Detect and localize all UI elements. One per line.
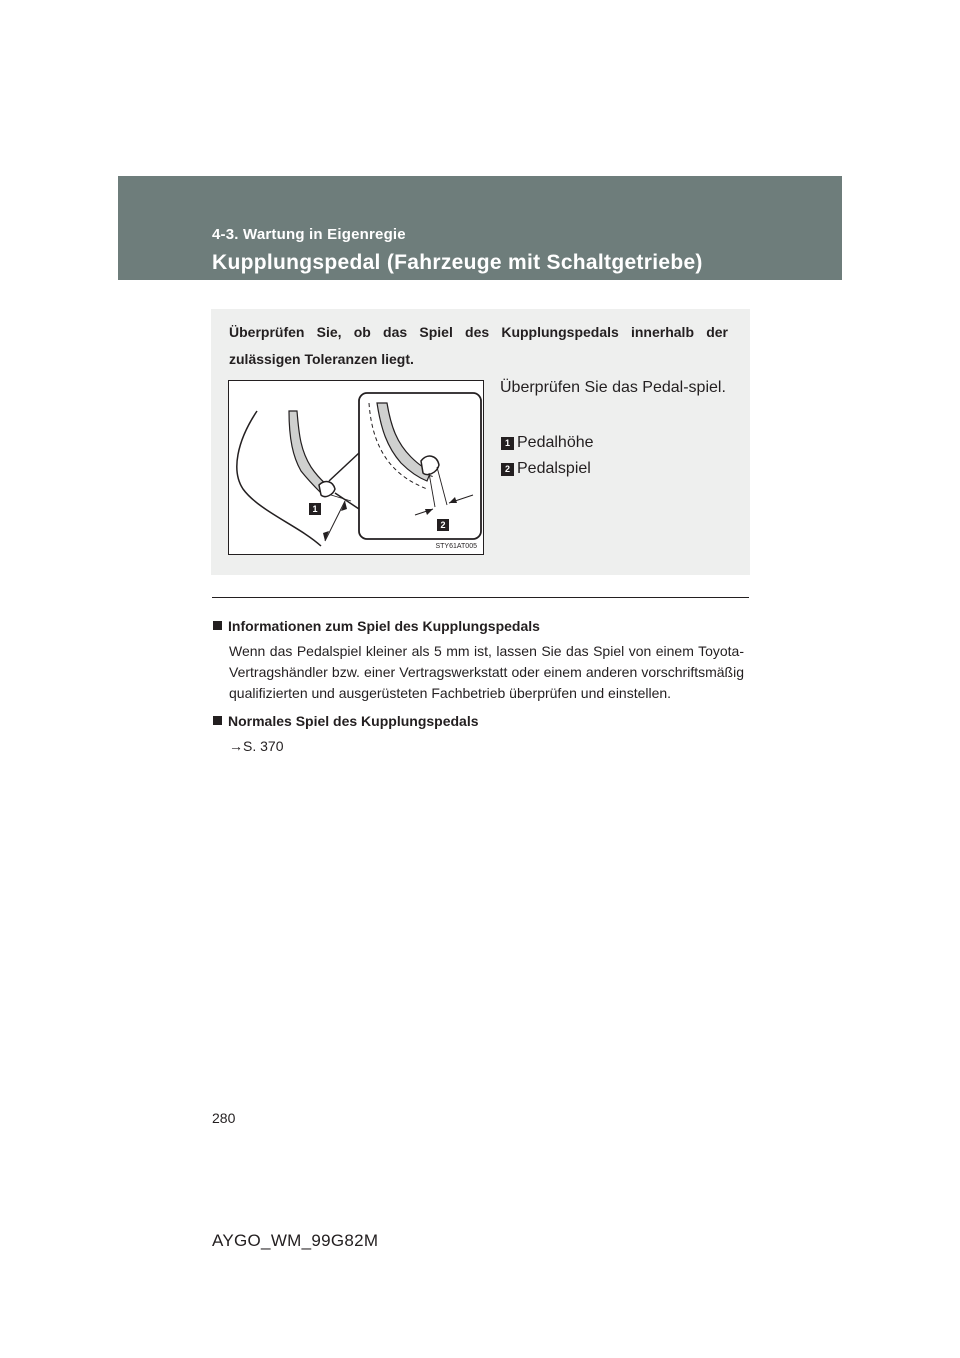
page-reference: →S. 370 [229,738,284,754]
note-heading-text: Normales Spiel des Kupplungspedals [228,713,479,729]
svg-text:2: 2 [440,520,446,530]
page-title: Kupplungspedal (Fahrzeuge mit Schaltgetriebe) [212,251,703,274]
legend-label: Pedalhöhe [517,434,594,451]
notes-section [213,616,744,764]
legend-number-badge: 1 [501,437,514,450]
figure-code: STY61AT005 [435,543,477,550]
svg-text:1: 1 [312,504,318,514]
note-body: Wenn das Pedalspiel kleiner als 5 mm ist, lassen Sie das Spiel von einem Toyota-Vertragshändler bzw. einer Vertragswerkstatt oder einem anderen vorschriftsmäßig qualifizierten und ausgerüsteten Fachbetrieb überprüfen und einstellen. [229,643,744,701]
pedal-arm [289,411,329,493]
legend-label: Pedalspiel [517,460,591,477]
pedal-illustration [229,381,485,556]
section-label: 4-3. Wartung in Eigenregie [212,226,406,243]
bullet-square-icon [213,621,222,630]
divider-rule [212,597,749,598]
page-number: 280 [212,1110,236,1126]
note-heading [213,711,744,731]
note-heading [213,616,744,636]
legend-item-pedal-play [501,459,591,479]
note-heading-text: Informationen zum Spiel des Kupplungspedals [228,618,540,634]
bullet-square-icon [213,716,222,725]
pedal-pad [319,482,335,497]
legend-item-pedal-height [501,433,594,453]
pedal-figure [228,380,484,555]
intro-text: Überprüfen Sie, ob das Spiel des Kupplungspedals innerhalb der zulässigen Toleranzen liegt. [229,324,728,367]
document-code: AYGO_WM_99G82M [212,1231,379,1250]
legend-number-badge: 2 [501,463,514,476]
instruction-text: Überprüfen Sie das Pedal-spiel. [500,379,726,396]
